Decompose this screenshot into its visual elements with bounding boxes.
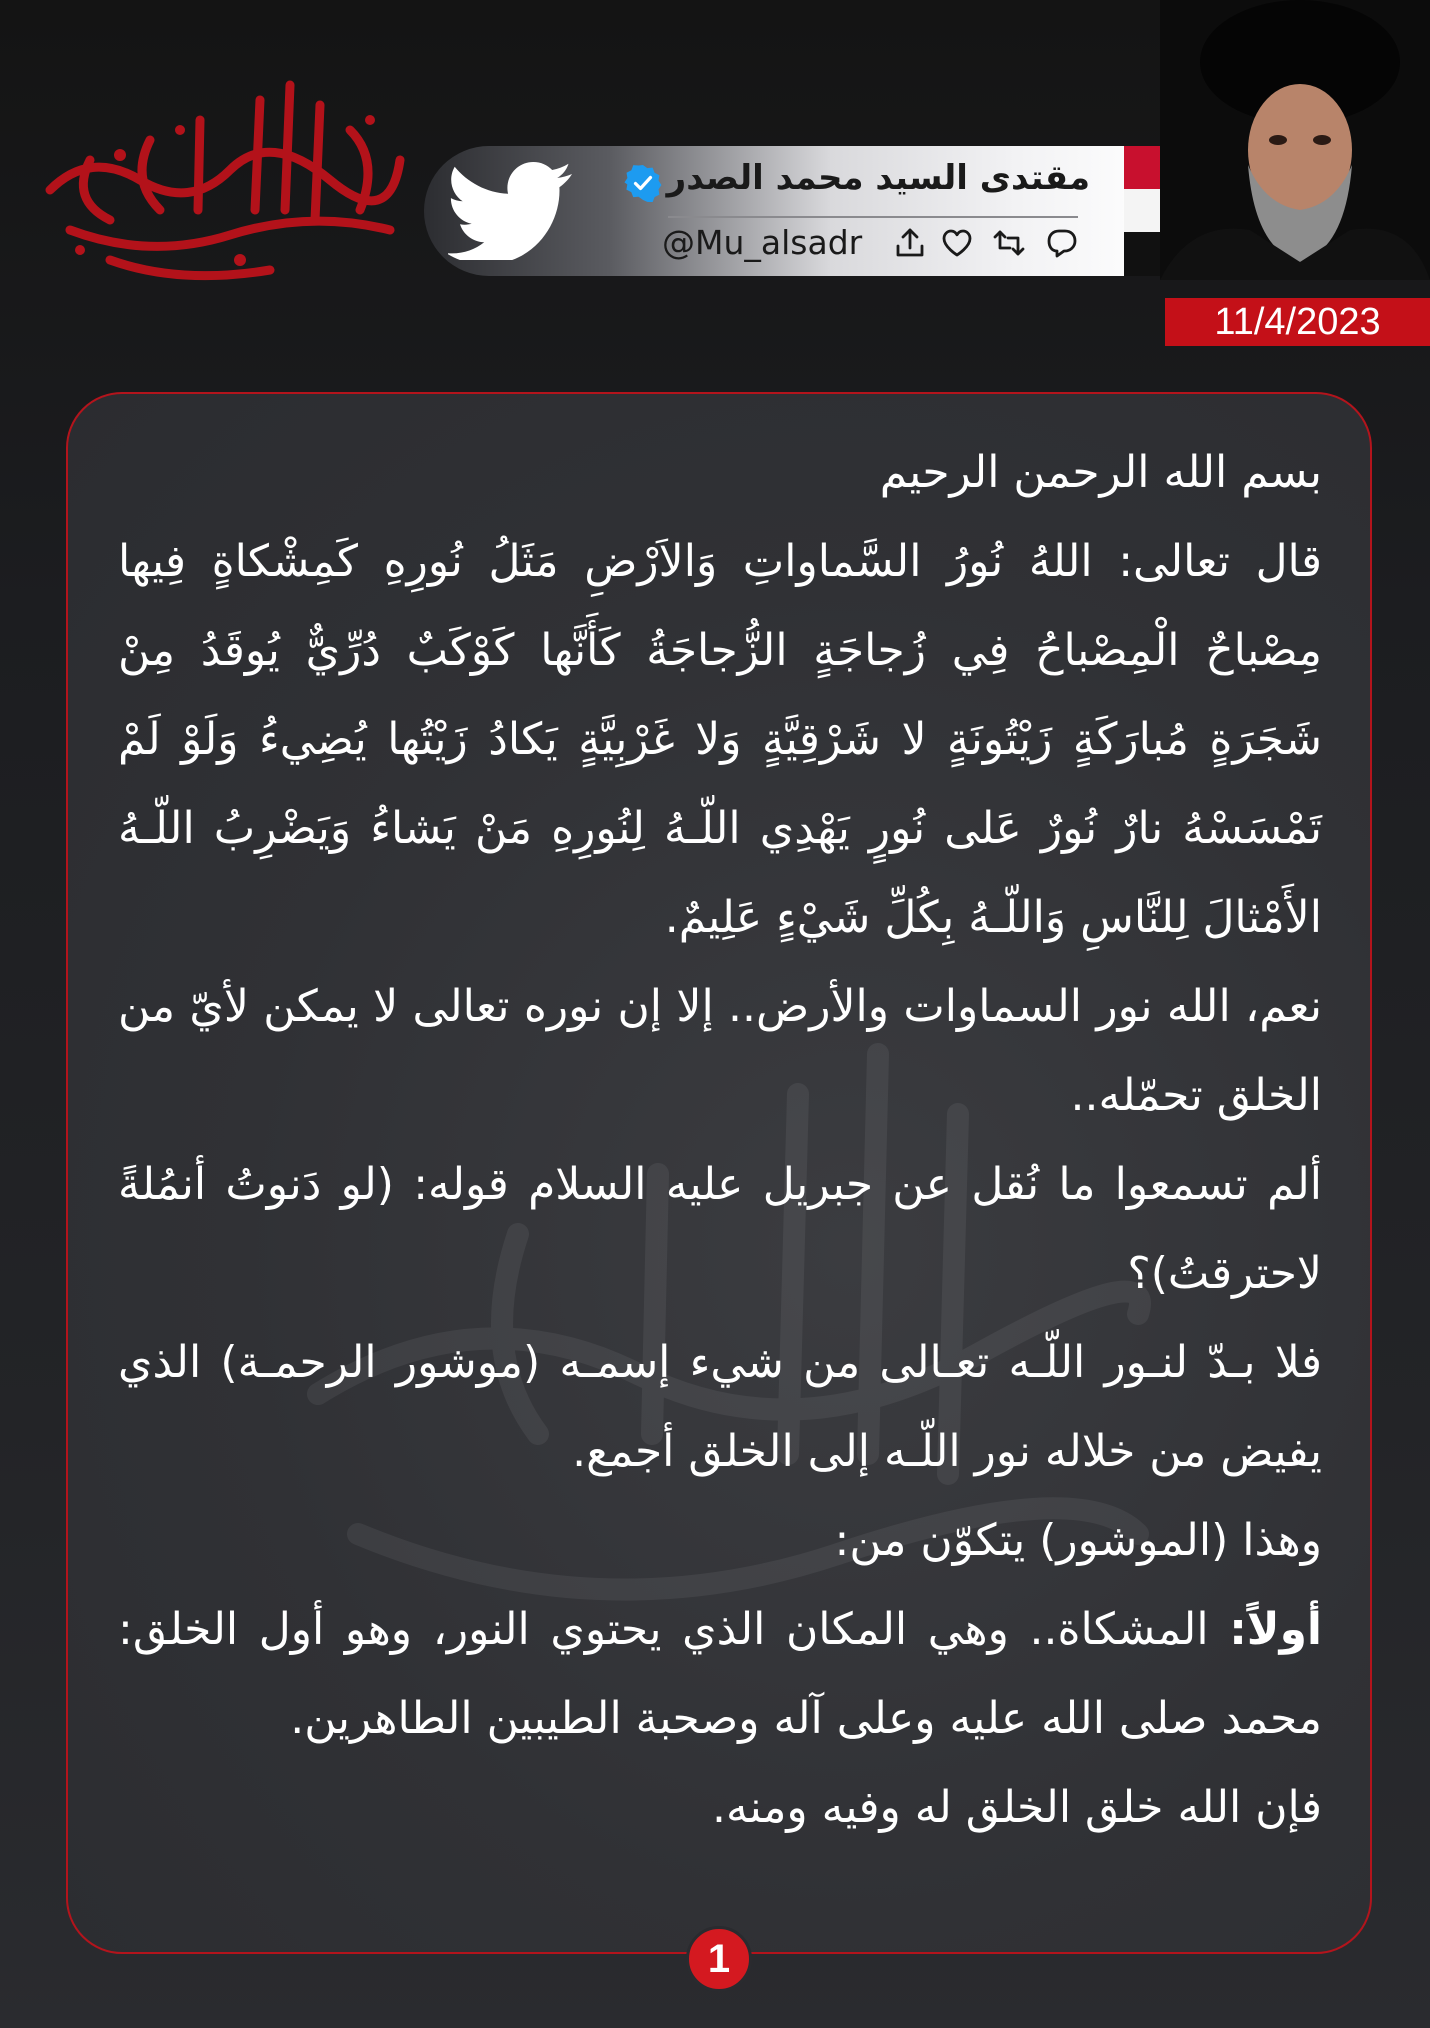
- retweet-icon[interactable]: [992, 226, 1026, 260]
- account-handle: @Mu_alsadr: [662, 223, 863, 262]
- page-number-badge: 1: [686, 1926, 752, 1992]
- paragraph-light-statement: نعم، الله نور السماوات والأرض.. إلا إن نوره تعالى لا يمكن لأيّ من الخلق تحمّله..: [118, 981, 1322, 1121]
- paragraph-prism-of-mercy: فلا بـدّ لنـور اللّـه تعـالى من شيء إسمـه (موشور الرحمـة) الذي يفيض من خلاله نور اللّـه إلى الخلق أجمع.: [118, 1337, 1322, 1477]
- first-item-text: المشكاة.. وهي المكان الذي يحتوي النور، وهو أول الخلق: محمد صلى الله عليه وعلى آله وصحبة الطيبين الطاهرين.: [118, 1604, 1322, 1744]
- statement-text: [118, 428, 1322, 1852]
- paragraph-gabriel-quote: ألم تسمعوا ما نُقل عن جبريل عليه السلام قوله: (لو دَنوتُ أنمُلةً لاحترقتُ)؟: [118, 1159, 1322, 1299]
- verified-badge-icon: [624, 164, 662, 202]
- twitter-bird-icon: [448, 160, 576, 260]
- first-item-lead: أولاً:: [1229, 1604, 1322, 1655]
- paragraph-closing: فإن الله خلق الخلق له وفيه ومنه.: [711, 1782, 1322, 1833]
- paragraph-quran-verse: قال تعالى: اللهُ نُورُ السَّماواتِ وَالاَرْضِ مَثَلُ نُورِهِ كَمِشْكاةٍ فِيها مِصْباحٌ الْمِصْباحُ فِي زُجاجَةٍ الزُّجاجَةُ كَأَنَّها كَوْكَبٌ دُرِّيٌّ يُوقَدُ مِنْ شَجَرَةٍ مُبارَكَةٍ زَيْتُونَةٍ لا شَرْقِيَّةٍ وَلا غَرْبِيَّةٍ يَكادُ زَيْتُها يُضِيءُ وَلَوْ لَمْ تَمْسَسْهُ نارٌ نُورٌ عَلى نُورٍ يَهْدِي اللّـهُ لِنُورِهِ مَنْ يَشاءُ وَيَضْرِبُ اللّـهُ الأَمْثالَ لِلنَّاسِ وَاللّـهُ بِكُلِّ شَيْءٍ عَلِيمٌ.: [118, 536, 1322, 943]
- calligraphy-logo-art: [30, 60, 420, 300]
- like-icon[interactable]: [940, 226, 974, 260]
- calligraphy-logo: [30, 60, 420, 300]
- profile-portrait: [1160, 0, 1430, 280]
- reply-icon[interactable]: [1045, 226, 1079, 260]
- share-icon[interactable]: [893, 226, 927, 260]
- paragraph-prism-components: وهذا (الموشور) يتكوّن من:: [834, 1515, 1322, 1566]
- paragraph-basmala: بسم الله الرحمن الرحيم: [879, 447, 1322, 498]
- paragraph-first-item: [118, 1585, 1322, 1763]
- date-badge: 11/4/2023: [1165, 298, 1430, 346]
- account-display-name: مقتدى السيد محمد الصدر: [666, 158, 1090, 198]
- header-divider: [668, 216, 1078, 218]
